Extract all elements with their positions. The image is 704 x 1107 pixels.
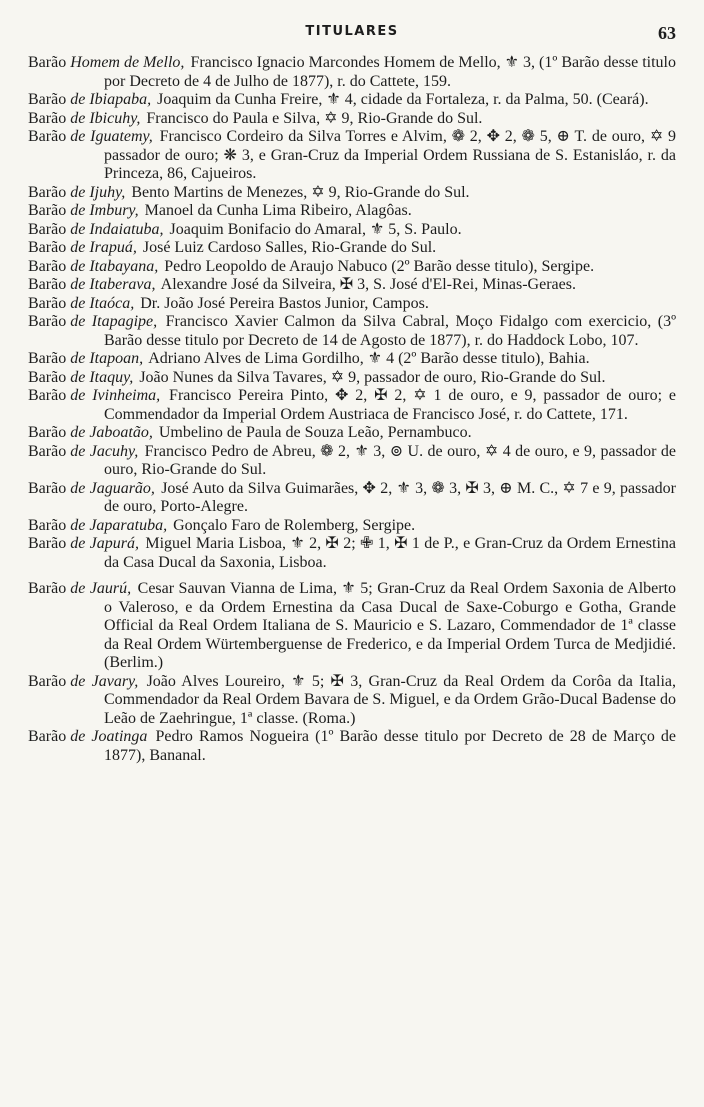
entry-title: Barão: [28, 535, 67, 552]
entry-text: Cesar Sauvan Vianna de Lima, ⚜ 5; Gran-Cruz da Real Ordem Saxonia de Alberto o Valeroso, e da Ordem Ernestina da Casa Ducal de Saxe-Coburgo e Gotha, Grande Official da Real Ordem Italiana de S. Mauricio e S. Lazaro, Commendador de 1ª classe da Real Ordem Würtemberguense de Frederico, e da Imperial Ordem Turca de Medjidié. (Berlim.): [104, 580, 677, 671]
entry-title: Barão: [28, 580, 67, 597]
entry-place: Itabayana,: [89, 257, 159, 275]
entry-text: Alexandre José da Silveira, ✠ 3, S. José d'El-Rei, Minas-Geraes.: [160, 276, 576, 293]
entry-title: Barão: [28, 257, 67, 275]
entry-place: Irapuá,: [89, 239, 137, 256]
entry-text: Dr. João José Pereira Bastos Junior, Campos.: [140, 294, 429, 312]
entry-title: Barão: [28, 672, 67, 690]
entry-place: Ijuhy,: [89, 183, 126, 201]
entry-indaiatuba: [28, 221, 676, 240]
entry-place: Ibicuhy,: [89, 109, 141, 127]
entry-particle: de: [70, 516, 86, 534]
entry-particle: de: [70, 91, 86, 108]
entry-title: Barão: [28, 109, 67, 127]
entry-text: Manoel da Cunha Lima Ribeiro, Alagôas.: [144, 202, 412, 219]
entry-text: Francisco Pereira Pinto, ✥ 2, ✠ 2, ✡ 1 de ouro, e 9, passador de ouro; e Commendador da Imperial Ordem Austriaca de Francisco José, r. do Cattete, 171.: [104, 387, 676, 423]
entries-list: [28, 54, 676, 765]
entry-particle: de: [70, 294, 86, 312]
entry-text: Francisco Ignacio Marcondes Homem de Mello, ⚜ 3, (1º Barão desse titulo por Decreto de 4 de Julho de 1877), r. do Cattete, 159.: [104, 54, 677, 90]
entry-text: José Auto da Silva Guimarães, ✥ 2, ⚜ 3, ❁ 3, ✠ 3, ⊕ M. C., ✡ 7 e 9, passador de ouro, Porto-Alegre.: [104, 479, 677, 515]
entry-place: Imbury,: [89, 202, 139, 219]
entry-particle: de: [70, 479, 86, 497]
entry-particle: de: [70, 313, 86, 330]
page-header: [28, 22, 676, 50]
entry-text: Umbelino de Paula de Souza Leão, Pernambuco.: [158, 424, 472, 441]
entry-text: João Nunes da Silva Tavares, ✡ 9, passador de ouro, Rio-Grande do Sul.: [139, 368, 606, 386]
entry-itabayana: [28, 258, 676, 277]
entry-jaguarao: [28, 480, 676, 517]
running-head: TITULARES: [305, 24, 399, 39]
entry-title: Barão: [28, 313, 67, 330]
entry-particle: de: [70, 387, 86, 404]
entry-text: Gonçalo Faro de Rolemberg, Sergipe.: [173, 516, 416, 534]
entry-title: Barão: [28, 368, 67, 386]
entry-jacuhy: [28, 443, 676, 480]
entry-title: Barão: [28, 276, 67, 293]
entry-gap: [28, 572, 676, 580]
entry-title: Barão: [28, 183, 67, 201]
entry-text: Miguel Maria Lisboa, ⚜ 2, ✠ 2; ✙ 1, ✠ 1 de P., e Gran-Cruz da Ordem Ernestina da Casa Ducal da Saxonia, Lisboa.: [104, 535, 677, 571]
entry-text: Francisco Xavier Calmon da Silva Cabral, Moço Fidalgo com exercicio, (3º Barão desse titulo por Decreto de 14 de Agosto de 1877), r. do Haddock Lobo, 107.: [104, 313, 677, 349]
entry-place: Japurá,: [89, 535, 139, 552]
book-page: [28, 22, 676, 1092]
entry-particle: de: [70, 109, 86, 127]
entry-text: Joaquim Bonifacio do Amaral, ⚜ 5, S. Paulo.: [169, 220, 462, 238]
entry-place: Indaiatuba,: [89, 220, 164, 238]
entry-title: Barão: [28, 424, 67, 441]
entry-place: Jaguarão,: [89, 479, 155, 497]
entry-place: Jaurú,: [89, 580, 132, 597]
entry-title: Barão: [28, 442, 67, 460]
entry-ivinheima: [28, 387, 676, 424]
entry-irapua: [28, 239, 676, 258]
entry-itaoca: [28, 295, 676, 314]
entry-particle: de: [70, 535, 86, 552]
entry-ijuhy: [28, 184, 676, 203]
entry-title: Barão: [28, 516, 67, 534]
entry-particle: de: [70, 257, 86, 275]
entry-japura: [28, 535, 676, 572]
entry-jaboatao: [28, 424, 676, 443]
entry-particle: de: [70, 672, 86, 690]
entry-title: Barão: [28, 128, 67, 145]
entry-particle: de: [70, 239, 86, 256]
entry-title: Barão: [28, 479, 67, 497]
entry-place: Itapoan,: [89, 350, 144, 367]
entry-title: Barão: [28, 54, 67, 71]
entry-text: Pedro Leopoldo de Araujo Nabuco (2º Barão desse titulo), Sergipe.: [164, 257, 595, 275]
entry-title: Barão: [28, 220, 67, 238]
page-number: 63: [658, 23, 676, 43]
entry-ibiapaba: [28, 91, 676, 110]
entry-place: Ibiapaba,: [89, 91, 152, 108]
entry-title: Barão: [28, 350, 67, 367]
entry-text: Francisco do Paula e Silva, ✡ 9, Rio-Grande do Sul.: [146, 109, 483, 127]
entry-particle: de: [70, 368, 86, 386]
entry-place: Joatinga: [91, 728, 148, 745]
entry-text: Bento Martins de Menezes, ✡ 9, Rio-Grande do Sul.: [131, 183, 470, 201]
entry-text: Francisco Pedro de Abreu, ❁ 2, ⚜ 3, ⊚ U. de ouro, ✡ 4 de ouro, e 9, passador de ouro, Rio-Grande do Sul.: [104, 442, 677, 478]
entry-place: Homem de Mello,: [70, 54, 185, 71]
entry-itaquy: [28, 369, 676, 388]
entry-homem-de-mello: [28, 54, 676, 91]
entry-imbury: [28, 202, 676, 221]
entry-text: Francisco Cordeiro da Silva Torres e Alvim, ❁ 2, ✥ 2, ❁ 5, ⊕ T. de ouro, ✡ 9 passador de ouro; ❋ 3, e Gran-Cruz da Imperial Ordem Russiana de S. Estanisláo, r. da Princeza, 86, Cajueiros.: [104, 128, 677, 182]
entry-place: Itaquy,: [89, 368, 134, 386]
entry-particle: de: [70, 442, 86, 460]
entry-particle: de: [70, 128, 86, 145]
entry-text: José Luiz Cardoso Salles, Rio-Grande do Sul.: [142, 239, 437, 256]
entry-particle: de: [70, 728, 86, 745]
entry-place: Itapagipe,: [91, 313, 158, 330]
entry-text: Joaquim da Cunha Freire, ⚜ 4, cidade da Fortaleza, r. da Palma, 50. (Ceará).: [157, 91, 649, 108]
entry-text: João Alves Loureiro, ⚜ 5; ✠ 3, Gran-Cruz da Real Ordem da Corôa da Italia, Commendador da Real Ordem Bavara de S. Miguel, e da Ordem Grão-Ducal Badense do Leão de Zaehringue, 1ª classe. (Roma.): [104, 672, 677, 727]
entry-particle: de: [70, 580, 86, 597]
entry-title: Barão: [28, 387, 67, 404]
entry-place: Javary,: [91, 672, 139, 690]
entry-itaberava: [28, 276, 676, 295]
entry-place: Ivinheima,: [92, 387, 161, 404]
entry-title: Barão: [28, 239, 67, 256]
entry-japaratuba: [28, 517, 676, 536]
entry-particle: de: [70, 220, 86, 238]
entry-title: Barão: [28, 202, 67, 219]
entry-title: Barão: [28, 728, 67, 745]
entry-itapagipe: [28, 313, 676, 350]
entry-place: Jaboatão,: [89, 424, 153, 441]
entry-particle: de: [70, 276, 86, 293]
entry-text: Adriano Alves de Lima Gordilho, ⚜ 4 (2º Barão desse titulo), Bahia.: [148, 350, 590, 367]
entry-place: Itaóca,: [89, 294, 135, 312]
entry-iguatemy: [28, 128, 676, 184]
entry-ibicuhy: [28, 110, 676, 129]
entry-jauru: [28, 580, 676, 673]
entry-particle: de: [70, 183, 86, 201]
entry-itapoan: [28, 350, 676, 369]
entry-place: Iguatemy,: [90, 128, 153, 145]
entry-joatinga: [28, 728, 676, 765]
entry-title: Barão: [28, 294, 67, 312]
entry-place: Itaberava,: [89, 276, 156, 293]
entry-place: Japaratuba,: [89, 516, 168, 534]
entry-particle: de: [70, 424, 86, 441]
entry-javary: [28, 673, 676, 729]
entry-title: Barão: [28, 91, 67, 108]
entry-particle: de: [70, 350, 86, 367]
entry-particle: de: [70, 202, 86, 219]
entry-place: Jacuhy,: [89, 442, 139, 460]
entry-text: Pedro Ramos Nogueira (1º Barão desse titulo por Decreto de 28 de Março de 1877), Bananal.: [104, 728, 677, 764]
